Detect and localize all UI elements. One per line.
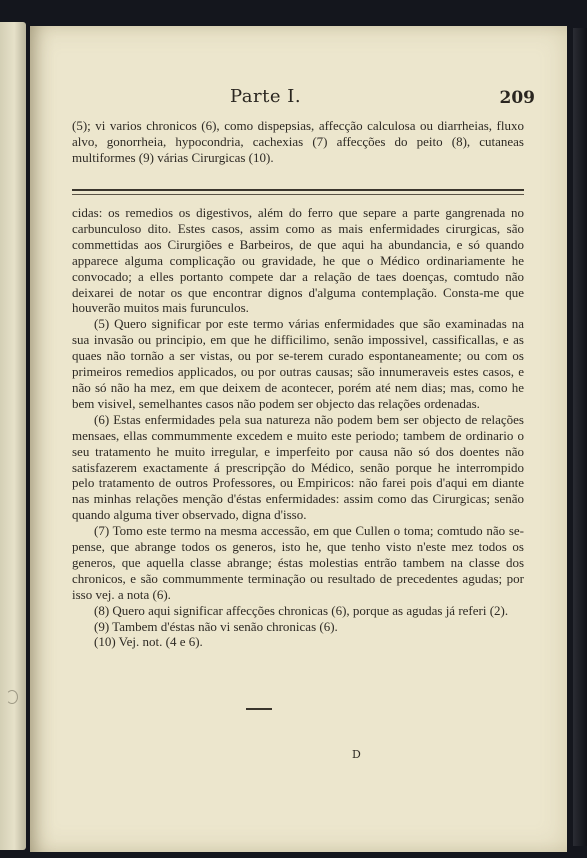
end-dash (246, 708, 272, 710)
right-edge-strip (573, 28, 587, 846)
footnote-6: (6) Estas enfermidades pela sua natureza não podem bem ser objecto de relações mensaes, ellas commummente excedem e muito este periodo; tambem de ordinario o seu tratamento he muito irregular, e imperfeito por causa não só dos doentes não satisfazerem exactamente á prescripção do Médico, senão porque he interrompido pelo tratamento de outros Professores, ou Empiricos: não farei pois d'aqui em diante nas minhas relações menção d'éstas enfermidades: assim como das Cirurgicas; senão quando alguma tiver observado, digna d'isso. (72, 411, 524, 523)
footnote-5: (5) Quero significar por este termo várias enfermidades que são examinadas na sua invasão ou principio, em que he difficilimo, senão impossivel, cassificallas, e as quaes não tornão a ser vistas, ou por se-terem curado espontaneamente; ou com os primeiros remedios applicados, ou por outras causas; são innumeraveis estes casos, e não só não ha mez, em que deixem de acontecer, porém até nem dias; mas, como he bem visivel, semelhantes casos não podem ser objecto das relações ordenadas. (72, 316, 524, 411)
book-page (30, 26, 567, 852)
signature-mark: D (352, 748, 361, 761)
notes-top-text: (5); vi varios chronicos (6), como dispepsias, affecção calculosa ou diarrheias, fluxo alvo, gonorrheia, hypocondria, cachexias (7) affecções do peito (8), cutaneas multiformes (9) várias Cirurgicas (10). (72, 118, 524, 165)
footnote-8: (8) Quero aqui significar affecções chronicas (6), porque as agudas já referi (2). (94, 602, 509, 618)
footnote-7: (7) Tomo este termo na mesma accessão, em que Cullen o toma; comtudo não se-pense, que abrange todos os generos, isto he, que tenho visto n'este mez todos os generos, que aquella classe abrange; éstas molestias entrão tambem na classe dos chronicos, e são commummente terminação ou resultado de precedentes agudas; por isso vej. a nota (6). (72, 523, 524, 602)
running-header (30, 86, 567, 110)
footnotes-block (72, 205, 524, 650)
footnote-10: (10) Vej. not. (4 e 6). (94, 634, 203, 650)
footnote-rule (72, 189, 524, 191)
page-number: 209 (499, 88, 535, 108)
page-edge-mark (6, 690, 18, 704)
footnote-rule-thin (72, 194, 524, 195)
footnote-9: (9) Tambem d'éstas não vi senão chronicas (6). (94, 618, 338, 634)
header-title: Parte I. (230, 86, 302, 107)
facing-page-edge (0, 22, 26, 850)
notes-top-block (72, 118, 524, 166)
footnote-paragraph: cidas: os remedios os digestivos, além do ferro que separe a parte gangrenada no carbunculoso dito. Estes casos, assim como as mais enfermidades cirurgicas, são commettidas aos Cirurgiões e Barbeiros, de que aqui ha abundancia, e só quando apparece alguma complicação ou gravidade, he que o Médico ordinariamente he convocado; a elles portanto compete dar a relação de taes doenças, comtudo não deixarei de notar os que encontrar dignos d'alguma contemplação. Consta-me que houverão muitos mais furunculos. (72, 205, 524, 316)
